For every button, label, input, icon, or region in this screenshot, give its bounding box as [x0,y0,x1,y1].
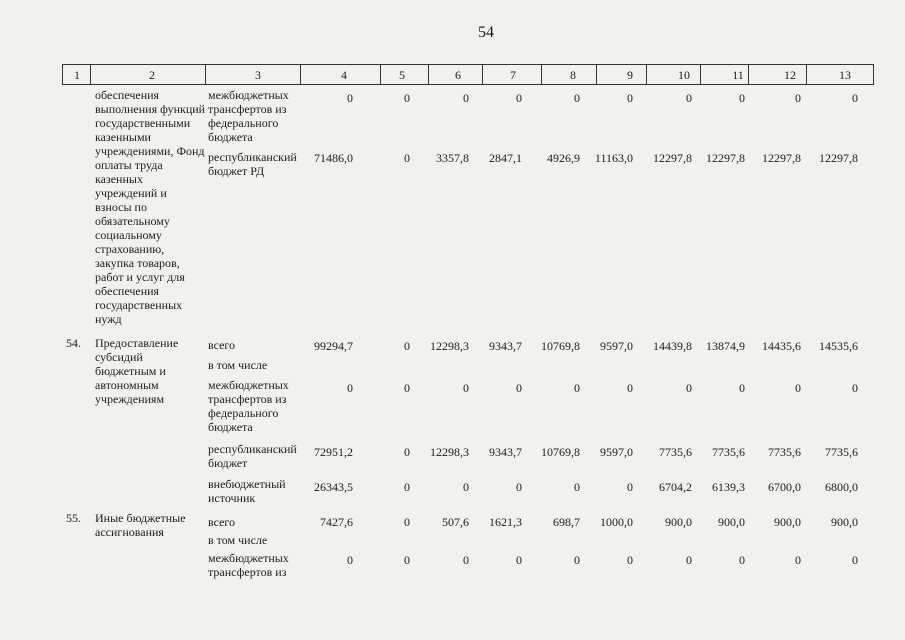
header-column-number: 7 [510,68,516,82]
source-line: трансфертов из [208,565,287,579]
cell-value: 0 [404,480,410,494]
cell-value: 0 [347,381,353,395]
header-column-rule [380,64,381,85]
header-column-number: 11 [732,68,744,82]
cell-value: 0 [347,553,353,567]
cell-value: 900,0 [665,515,692,529]
row-number: 54. [66,336,81,350]
source-line: трансфертов из [208,102,287,116]
cell-value: 0 [627,480,633,494]
row-name-line: обязательному [95,214,170,228]
row-name-line: выполнения функций [95,102,206,116]
cell-value: 0 [404,91,410,105]
cell-value: 0 [463,553,469,567]
cell-value: 72951,2 [314,445,353,459]
cell-value: 12297,8 [819,151,858,165]
cell-value: 0 [463,480,469,494]
source-label: в том числе [208,533,268,547]
cell-value: 2847,1 [489,151,522,165]
header-column-rule [541,64,542,85]
header-column-rule [596,64,597,85]
row-name-line: закупка товаров, [95,256,180,270]
header-column-number: 10 [678,68,690,82]
cell-value: 9343,7 [489,445,522,459]
header-bottom-rule [62,84,873,85]
header-column-number: 1 [74,68,80,82]
cell-value: 7735,6 [768,445,801,459]
header-column-number: 13 [839,68,851,82]
cell-value: 0 [404,151,410,165]
row-name-line: государственных [95,298,183,312]
row-name-line: обеспечения [95,284,160,298]
source-label: в том числе [208,358,268,372]
header-column-rule [482,64,483,85]
cell-value: 9597,0 [600,339,633,353]
row-name-line: нужд [95,312,122,326]
cell-value: 0 [739,553,745,567]
header-column-rule [700,64,701,85]
source-line: источник [208,491,256,505]
source-line: федерального [208,406,279,420]
header-top-rule [62,64,873,65]
row-name-line: социальному [95,228,162,242]
cell-value: 0 [404,553,410,567]
cell-value: 0 [574,91,580,105]
cell-value: 0 [852,91,858,105]
source-label: всего [208,515,236,529]
row-name-line: работ и услуг для [95,270,185,284]
cell-value: 10769,8 [541,445,580,459]
cell-value: 0 [627,91,633,105]
cell-value: 0 [404,339,410,353]
cell-value: 0 [574,381,580,395]
cell-value: 3357,8 [436,151,469,165]
cell-value: 0 [516,91,522,105]
cell-value: 1000,0 [600,515,633,529]
header-column-number: 3 [255,68,261,82]
source-line: внебюджетный [208,477,286,491]
row-name-line: казенных [95,172,143,186]
cell-value: 4926,9 [547,151,580,165]
cell-value: 12298,3 [430,339,469,353]
row-name-line: автономным [95,378,159,392]
cell-value: 0 [739,381,745,395]
cell-value: 12298,3 [430,445,469,459]
header-column-rule [646,64,647,85]
cell-value: 0 [795,91,801,105]
cell-value: 6700,0 [768,480,801,494]
cell-value: 0 [404,515,410,529]
header-column-rule [428,64,429,85]
cell-value: 0 [739,91,745,105]
row-name-line: Иные бюджетные [95,511,186,525]
source-line: межбюджетных [208,551,289,565]
row-name-line: учреждениями, Фонд [95,144,205,158]
cell-value: 12297,8 [762,151,801,165]
cell-value: 0 [574,553,580,567]
row-name-line: ассигнования [95,525,164,539]
cell-value: 14439,8 [653,339,692,353]
cell-value: 1621,3 [489,515,522,529]
cell-value: 26343,5 [314,480,353,494]
source-label: всего [208,338,236,352]
page-number: 54 [478,24,494,41]
cell-value: 10769,8 [541,339,580,353]
source-line: бюджет РД [208,164,265,178]
row-name-line: бюджетным и [95,364,166,378]
cell-value: 7735,6 [659,445,692,459]
cell-value: 0 [463,381,469,395]
header-column-number: 8 [570,68,576,82]
cell-value: 12297,8 [706,151,745,165]
row-name-line: субсидий [95,350,143,364]
cell-value: 0 [795,553,801,567]
cell-value: 507,6 [442,515,469,529]
header-column-number: 4 [341,68,347,82]
cell-value: 9597,0 [600,445,633,459]
cell-value: 9343,7 [489,339,522,353]
row-name-line: взносы по [95,200,147,214]
row-name-line: Предоставление [95,336,179,350]
cell-value: 7735,6 [825,445,858,459]
cell-value: 14535,6 [819,339,858,353]
cell-value: 0 [627,381,633,395]
source-line: республиканский [208,150,297,164]
cell-value: 0 [686,91,692,105]
header-column-rule [300,64,301,85]
source-line: трансфертов из [208,392,287,406]
row-name-line: казенными [95,130,151,144]
cell-value: 0 [852,381,858,395]
cell-value: 6704,2 [659,480,692,494]
cell-value: 0 [574,480,580,494]
source-line: межбюджетных [208,378,289,392]
cell-value: 0 [516,381,522,395]
cell-value: 12297,8 [653,151,692,165]
cell-value: 698,7 [553,515,580,529]
cell-value: 900,0 [774,515,801,529]
cell-value: 0 [463,91,469,105]
source-line: бюджета [208,130,253,144]
source-line: межбюджетных [208,88,289,102]
cell-value: 0 [627,553,633,567]
cell-value: 13874,9 [706,339,745,353]
cell-value: 0 [686,381,692,395]
header-column-number: 2 [149,68,155,82]
source-line: федерального [208,116,279,130]
cell-value: 6139,3 [712,480,745,494]
row-name-line: учреждениям [95,392,165,406]
cell-value: 0 [404,445,410,459]
header-column-number: 5 [399,68,405,82]
cell-value: 900,0 [718,515,745,529]
cell-value: 11163,0 [594,151,633,165]
cell-value: 99294,7 [314,339,353,353]
cell-value: 7735,6 [712,445,745,459]
row-name-line: оплаты труда [95,158,163,172]
row-name-line: учреждений и [95,186,167,200]
cell-value: 71486,0 [314,151,353,165]
cell-value: 0 [347,91,353,105]
cell-value: 0 [686,553,692,567]
row-name-line: обеспечения [95,88,160,102]
cell-value: 0 [516,480,522,494]
cell-value: 0 [852,553,858,567]
row-number: 55. [66,511,81,525]
cell-value: 0 [516,553,522,567]
cell-value: 6800,0 [825,480,858,494]
header-column-rule [806,64,807,85]
source-line: бюджета [208,420,253,434]
header-column-rule [873,64,874,85]
source-line: бюджет [208,456,248,470]
row-name-line: государственными [95,116,191,130]
header-column-rule [205,64,206,85]
row-name-line: страхованию, [95,242,165,256]
header-column-number: 9 [627,68,633,82]
header-column-number: 12 [784,68,796,82]
cell-value: 0 [404,381,410,395]
cell-value: 900,0 [831,515,858,529]
cell-value: 0 [795,381,801,395]
source-line: республиканский [208,442,297,456]
cell-value: 7427,6 [320,515,353,529]
cell-value: 14435,6 [762,339,801,353]
header-column-number: 6 [455,68,461,82]
